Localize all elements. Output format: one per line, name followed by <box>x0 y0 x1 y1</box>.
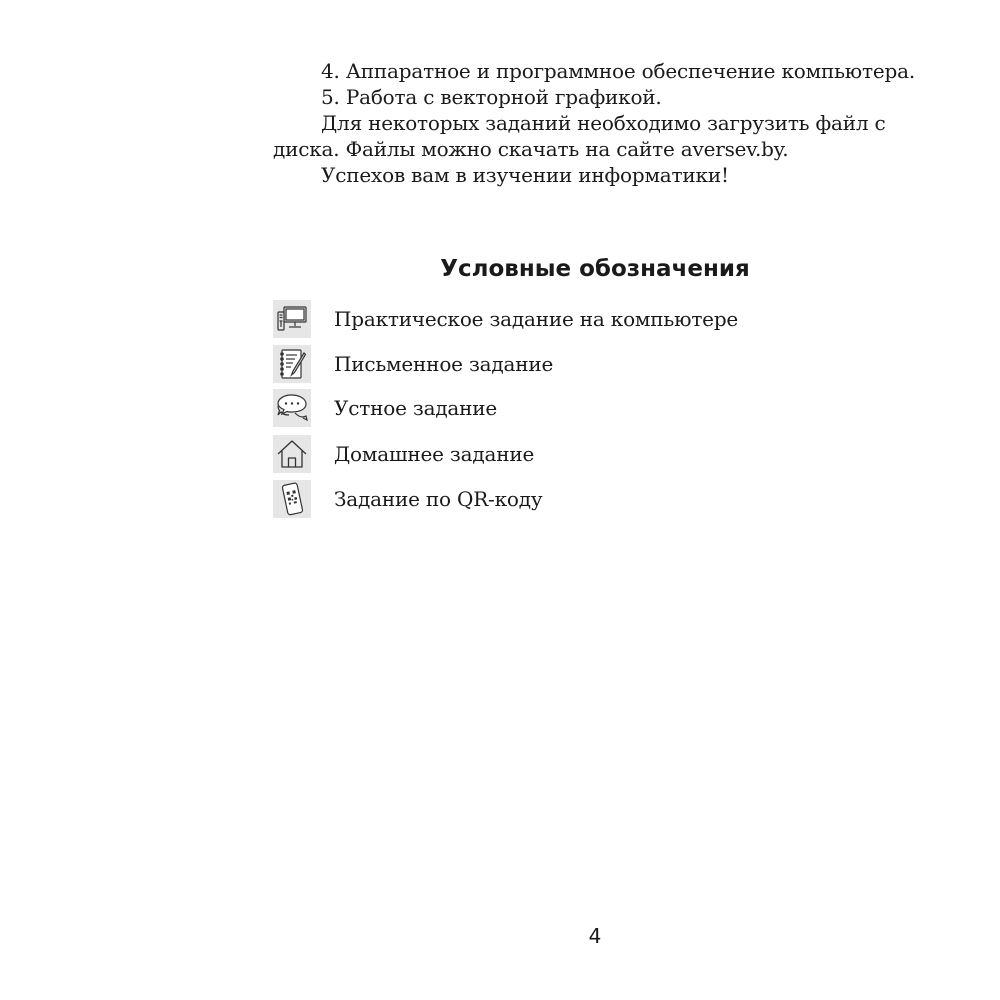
legend-item-home <box>273 435 913 473</box>
good-luck-note: Успехов вам в изучении информатики! <box>321 163 729 187</box>
qr-phone-icon <box>273 480 311 518</box>
download-note: Для некоторых заданий необходимо загрузить файл с диска. Файлы можно скачать на сайте aversev.by. <box>273 111 886 161</box>
legend-label-computer: Практическое задание на компьютере <box>334 307 739 331</box>
notebook-pen-icon <box>273 345 311 383</box>
house-icon <box>273 435 311 473</box>
legend-title: Условные обозначения <box>440 256 750 282</box>
legend-label-oral: Устное задание <box>334 396 498 420</box>
computer-icon <box>273 300 311 338</box>
legend-item-oral <box>273 389 913 427</box>
list-item-vector-graphics: 5. Работа с векторной графикой. <box>321 85 662 109</box>
legend-label-written: Письменное задание <box>334 352 554 376</box>
page-number: 4 <box>588 924 602 948</box>
speech-bubbles-icon <box>273 389 311 427</box>
list-item-hardware-software: 4. Аппаратное и программное обеспечение компьютера. <box>321 59 915 83</box>
legend-label-qr: Задание по QR-коду <box>334 487 543 511</box>
legend-label-home: Домашнее задание <box>334 442 535 466</box>
intro-text <box>273 58 933 188</box>
legend-item-written <box>273 345 913 383</box>
legend-item-computer <box>273 300 913 338</box>
legend-item-qr <box>273 480 913 518</box>
